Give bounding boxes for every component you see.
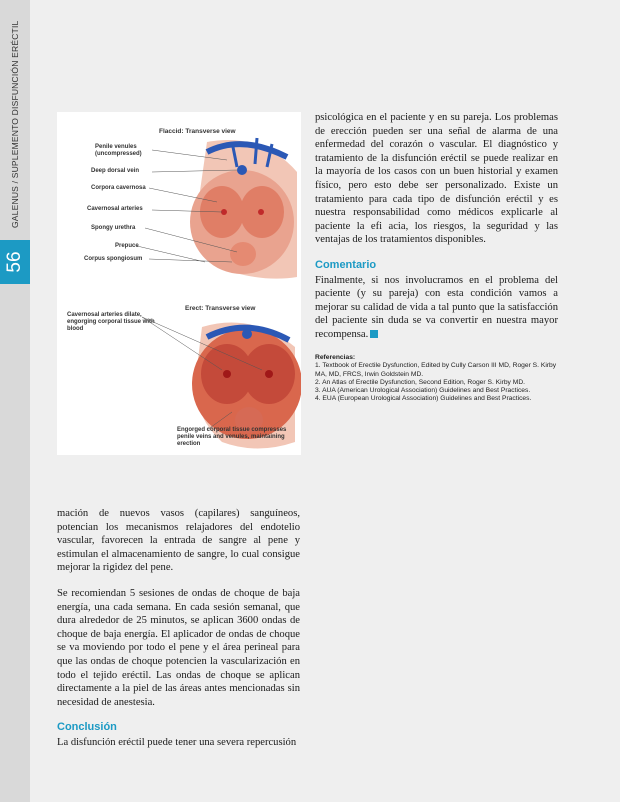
erect-title: Erect: Transverse view <box>185 305 256 312</box>
page-number-tab <box>0 240 30 284</box>
penis-cross-section-illustration <box>57 112 301 455</box>
label-deep-dorsal-vein: Deep dorsal vein <box>91 168 140 174</box>
conclusion-heading: Conclusión <box>57 721 117 734</box>
left-paragraph-3: La disfunción eréctil puede tener una severa repercusión <box>57 736 297 748</box>
label-corpus-spongiosum: Corpus spongiosum <box>84 256 143 262</box>
label-arteries-dilate: Cavernosal arteries dilate, engorging corporal tissue with blood <box>67 312 155 332</box>
right-column <box>315 111 558 354</box>
references-title: Referencias: <box>315 354 356 361</box>
label-engorged-tissue: Engorged corporal tissue compresses penile veins and venules, maintaining erection <box>177 427 287 447</box>
references <box>315 354 565 404</box>
label-spongy-urethra: Spongy urethra <box>91 225 136 231</box>
label-cavernosal-arteries: Cavernosal arteries <box>87 206 143 212</box>
flaccid-title: Flaccid: Transverse view <box>159 128 236 135</box>
end-mark-icon <box>370 330 378 338</box>
reference-item: 3. AUA (American Urological Association) Guidelines and Best Practices. <box>315 387 531 395</box>
left-paragraph-1: mación de nuevos vasos (capilares) sanguíneos, potencian los mecanismos relajadores del endotelio vascular, favorecen la entrada de sangre al pene y estimulan el almacenamiento de sangre, lo cual consigue mejorar la rigidez del pene. <box>57 508 300 574</box>
reference-item: 2. An Atlas of Erectile Dysfunction, Second Edition, Roger S. Kirby MD. <box>315 378 526 386</box>
left-paragraph-2: Se recomiendan 5 sesiones de ondas de choque de baja energía, una cada semana. En cada sesión semanal, que dura alrededor de 25 minutos, se aplican 3600 ondas de choque de baja energía. El aplicador de ondas de choque se va moviendo por todo el pene y el área perineal para que las ondas de choque potencien la vascularización en todo el tejido eréctil. Las ondas de choque se aplican directamente a la piel de las áreas antes mencionadas sin necesidad de anestesia. <box>57 587 300 708</box>
left-column <box>57 507 300 762</box>
label-corpora-cavernosa: Corpora cavernosa <box>91 185 146 191</box>
label-prepuce: Prepuce <box>115 243 139 249</box>
page-number: 56 <box>4 251 25 273</box>
sidebar: GALENUS / SUPLEMENTO DISFUNCIÓN ERÉCTIL 56 <box>0 0 30 802</box>
anatomy-figure <box>57 112 301 455</box>
label-penile-venules: Penile venules (uncompressed) <box>95 144 142 157</box>
reference-item: 1. Textbook of Erectile Dysfunction, Edited by Cully Carson III MD, Roger S. Kirby MA, MD, FRCS, Irwin Goldstein MD. <box>315 362 557 378</box>
right-paragraph-2: Finalmente, si nos involucramos en el problema del paciente (y su pareja) con esta condición vamos a mejorar su calidad de vida a tal punto que la satisfacción del paciente sin duda se va convertir en nuestra mayor recompensa. <box>315 274 558 340</box>
comment-heading: Comentario <box>315 258 377 271</box>
flaccid-illustration <box>190 138 297 279</box>
reference-item: 4. EUA (European Urological Association) Guidelines and Best Practices. <box>315 395 532 403</box>
right-paragraph-1: psicológica en el paciente y en su pareja. Los problemas de erección pueden ser una señal de alarma de una enfermedad del corazón o vascular. El diagnóstico y tratamiento de la disfunción eréctil se puede realizar en la mayoría de los casos con un buen historial y examen físico, pero esto debe ser personalizado. Existe un tratamiento para cada tipo de disfunción eréctil y es nuestra responsabilidad como médicos explicarle al paciente la efi acia, los riesgos, la seguridad y las ventajas de los tratamientos disponibles. <box>315 112 558 246</box>
